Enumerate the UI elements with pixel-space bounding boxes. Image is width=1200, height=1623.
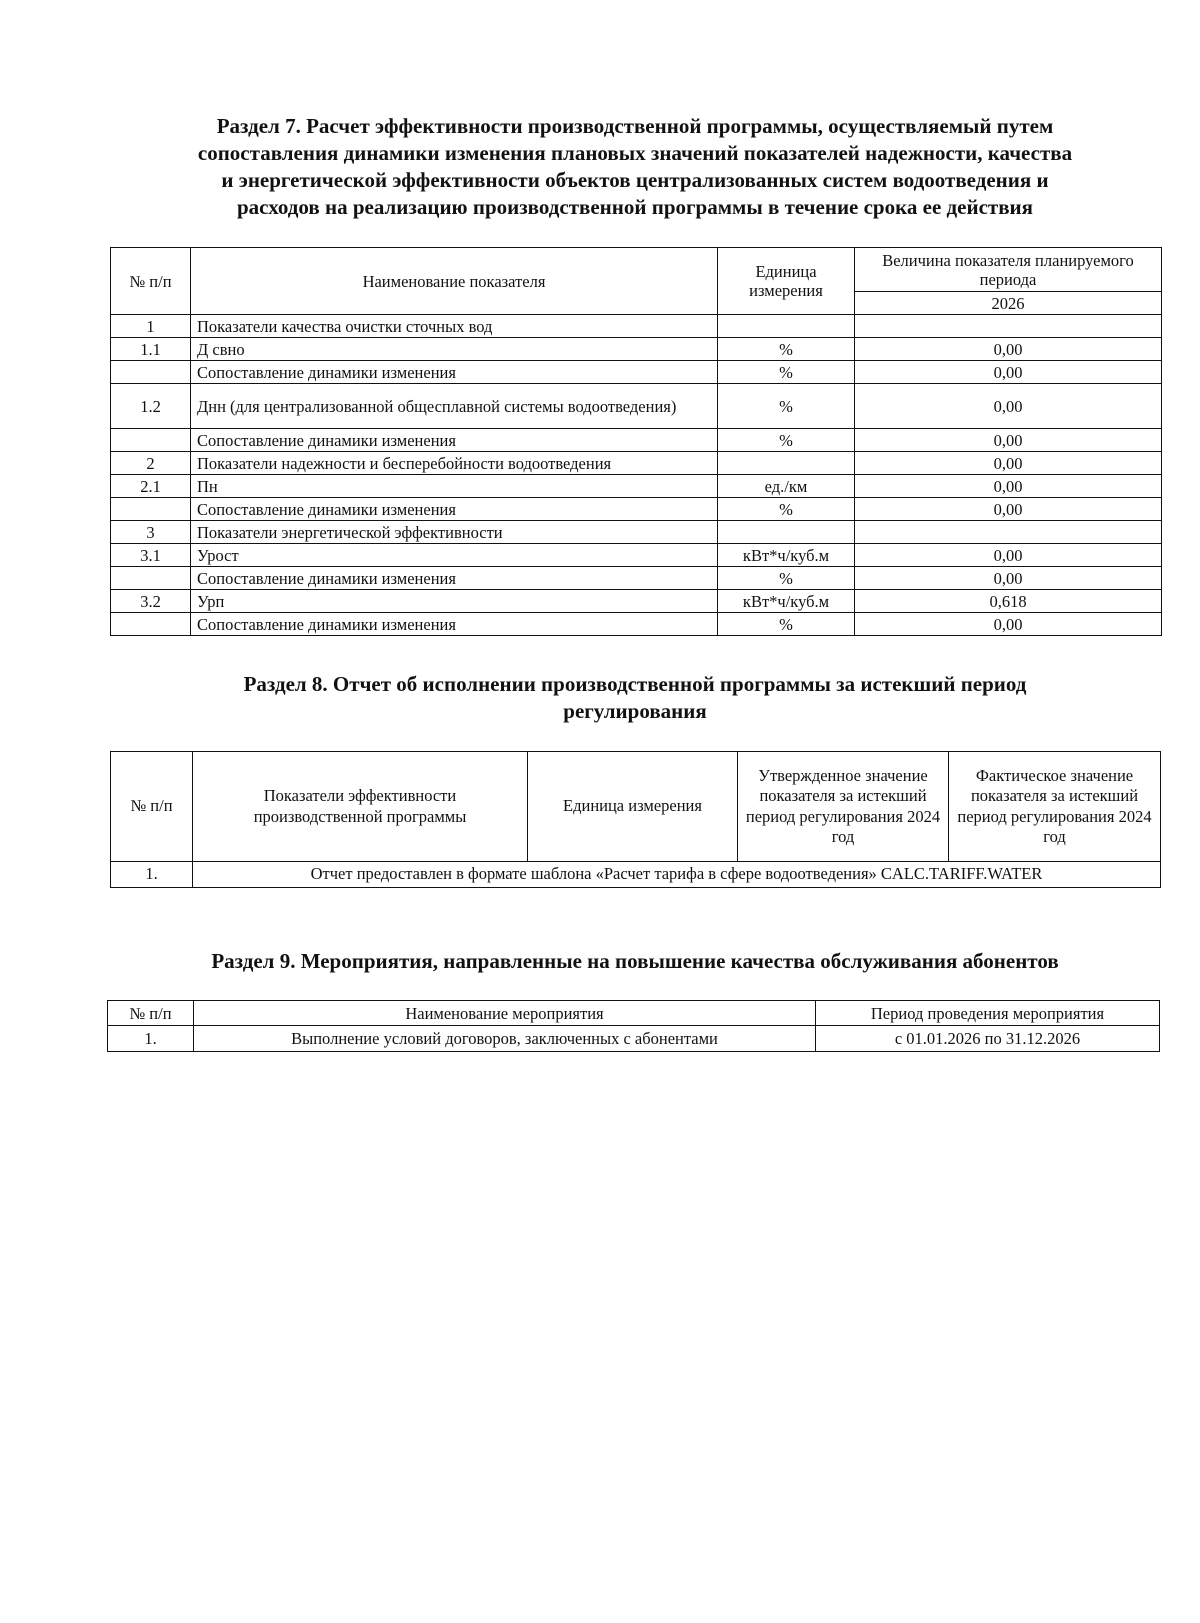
section7-title-line: Раздел 7. Расчет эффективности производственной программы, осуществляемый путем [216, 114, 1054, 138]
section7-title-line: сопоставления динамики изменения плановых значений показателей надежности, качества [197, 141, 1073, 165]
row-name: Показатели энергетической эффективности [191, 521, 718, 544]
section8-title-line: Раздел 8. Отчет об исполнении производственной программы за истекший период [243, 672, 1027, 696]
row-unit: % [718, 384, 855, 429]
row-unit: % [718, 429, 855, 452]
header-num: № п/п [111, 752, 193, 862]
row-num [111, 498, 191, 521]
section8-table [110, 751, 1161, 888]
row-name: Урост [191, 544, 718, 567]
row-num: 1.2 [111, 384, 191, 429]
row-value: 0,00 [855, 338, 1162, 361]
row-num: 3 [111, 521, 191, 544]
header-indicator-name: Показатели эффективности производственной программы [193, 752, 528, 862]
table-row [111, 475, 1162, 498]
row-num [111, 361, 191, 384]
table-row [111, 452, 1162, 475]
table-row [111, 338, 1162, 361]
row-value: 0,00 [855, 384, 1162, 429]
header-num: № п/п [108, 1001, 194, 1026]
table-row [111, 613, 1162, 636]
row-value: 0,00 [855, 429, 1162, 452]
header-activity-name: Наименование мероприятия [194, 1001, 816, 1026]
table-row [111, 429, 1162, 452]
row-value [855, 315, 1162, 338]
row-period: с 01.01.2026 по 31.12.2026 [816, 1026, 1160, 1052]
section8-title [110, 671, 1160, 725]
row-unit: % [718, 613, 855, 636]
header-value: Величина показателя планируемого периода [855, 248, 1162, 292]
header-indicator-name: Наименование показателя [191, 248, 718, 315]
section7-table [110, 247, 1162, 636]
header-unit: Единица измерения [528, 752, 738, 862]
table-row [108, 1026, 1160, 1052]
row-num: 1 [111, 315, 191, 338]
row-value: 0,00 [855, 361, 1162, 384]
row-unit: % [718, 567, 855, 590]
section9-table [107, 1000, 1160, 1052]
row-value: 0,00 [855, 567, 1162, 590]
row-num [111, 567, 191, 590]
row-value: 0,00 [855, 498, 1162, 521]
row-name: Показатели надежности и бесперебойности водоотведения [191, 452, 718, 475]
row-num: 1. [108, 1026, 194, 1052]
table-row [111, 590, 1162, 613]
row-num: 3.1 [111, 544, 191, 567]
header-actual-value: Фактическое значение показателя за истекший период регулирования 2024 год [949, 752, 1161, 862]
row-name: Днн (для централизованной общесплавной системы водоотведения) [191, 384, 718, 429]
row-num [111, 429, 191, 452]
row-activity-name: Выполнение условий договоров, заключенных с абонентами [194, 1026, 816, 1052]
row-name: Урп [191, 590, 718, 613]
table-row [111, 498, 1162, 521]
row-name: Д свно [191, 338, 718, 361]
row-name: Сопоставление динамики изменения [191, 613, 718, 636]
row-unit [718, 521, 855, 544]
table-row [111, 567, 1162, 590]
header-year: 2026 [855, 292, 1162, 315]
row-value: 0,00 [855, 613, 1162, 636]
row-unit: ед./км [718, 475, 855, 498]
table-row [111, 384, 1162, 429]
row-num: 2.1 [111, 475, 191, 498]
row-num: 2 [111, 452, 191, 475]
header-approved-value: Утвержденное значение показателя за истекший период регулирования 2024 год [738, 752, 949, 862]
row-name: Сопоставление динамики изменения [191, 429, 718, 452]
header-period: Период проведения мероприятия [816, 1001, 1160, 1026]
report-note: Отчет предоставлен в формате шаблона «Расчет тарифа в сфере водоотведения» CALC.TARIFF.WATER [193, 862, 1161, 888]
row-num: 3.2 [111, 590, 191, 613]
row-value: 0,00 [855, 544, 1162, 567]
row-name: Показатели качества очистки сточных вод [191, 315, 718, 338]
row-num: 1.1 [111, 338, 191, 361]
row-name: Сопоставление динамики изменения [191, 361, 718, 384]
section7-title-line: расходов на реализацию производственной программы в течение срока ее действия [236, 195, 1034, 219]
row-num [111, 613, 191, 636]
row-unit: % [718, 361, 855, 384]
header-num: № п/п [111, 248, 191, 315]
row-name: Сопоставление динамики изменения [191, 498, 718, 521]
row-unit [718, 452, 855, 475]
section7-title [110, 113, 1160, 221]
row-value: 0,00 [855, 452, 1162, 475]
row-value: 0,618 [855, 590, 1162, 613]
row-name: Пн [191, 475, 718, 498]
header-unit: Единица измерения [718, 248, 855, 315]
table-row [111, 862, 1161, 888]
table-row [111, 361, 1162, 384]
row-unit [718, 315, 855, 338]
row-unit: % [718, 498, 855, 521]
section7-title-line: и энергетической эффективности объектов централизованных систем водоотведения и [221, 168, 1049, 192]
row-value [855, 521, 1162, 544]
table-row [111, 521, 1162, 544]
section9-title: Раздел 9. Мероприятия, направленные на повышение качества обслуживания абонентов [211, 949, 1059, 973]
row-name: Сопоставление динамики изменения [191, 567, 718, 590]
table-row [111, 544, 1162, 567]
row-value: 0,00 [855, 475, 1162, 498]
row-unit: кВт*ч/куб.м [718, 590, 855, 613]
row-unit: кВт*ч/куб.м [718, 544, 855, 567]
row-unit: % [718, 338, 855, 361]
table-row [111, 315, 1162, 338]
row-num: 1. [111, 862, 193, 888]
section8-title-line: регулирования [563, 699, 707, 723]
